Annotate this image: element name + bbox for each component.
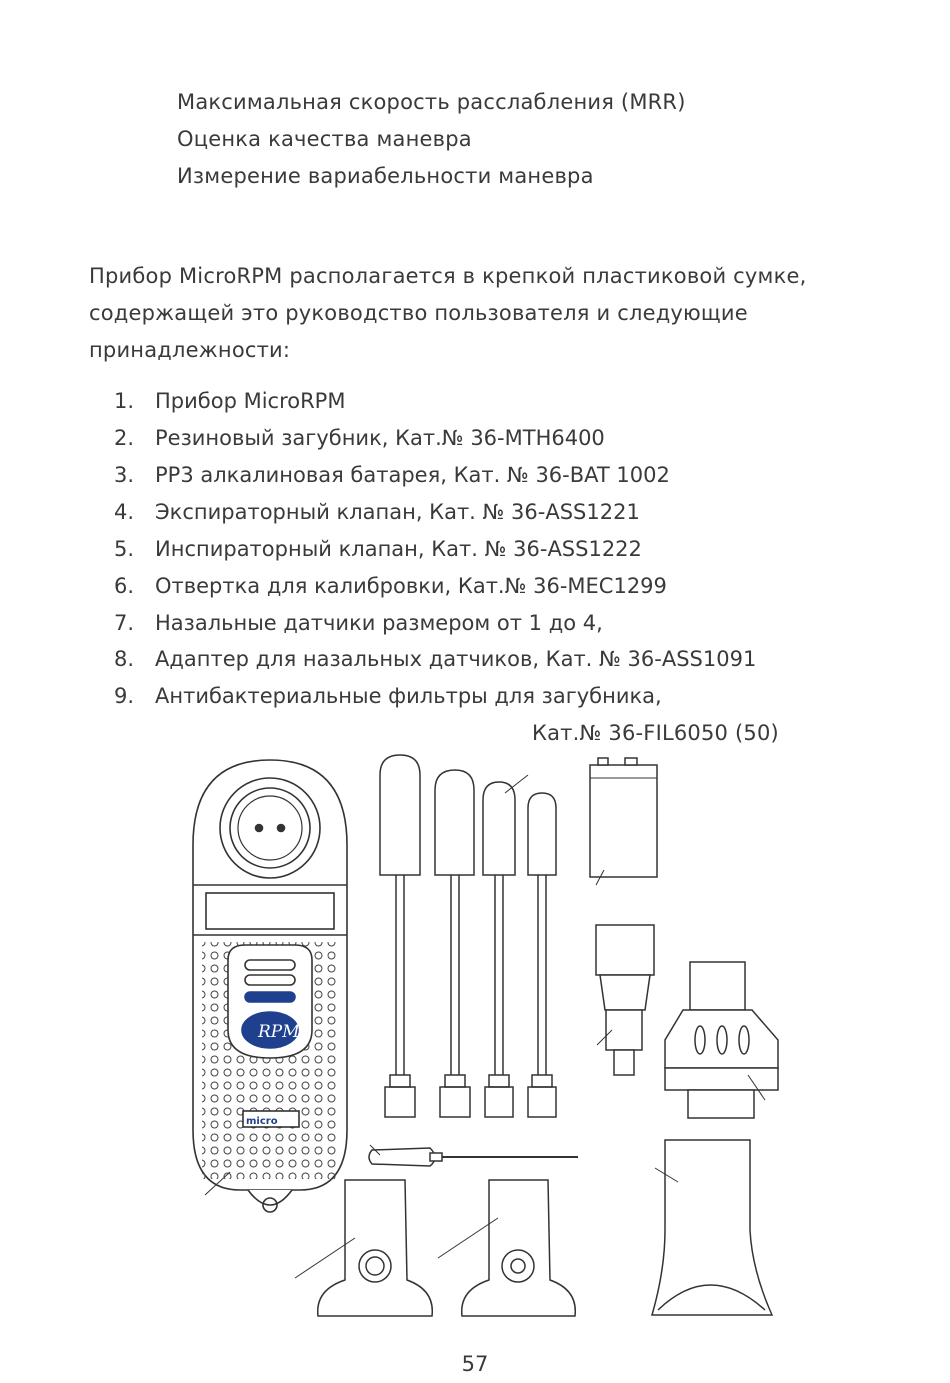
device-logo: RPM [258, 1022, 300, 1042]
nasal-adapter [295, 1180, 432, 1316]
device-brand-label: micro [246, 1116, 278, 1127]
paragraph-line-3: принадлежности: [89, 338, 291, 362]
nasal-probe [528, 793, 556, 1117]
list-item-text: PP3 алкалиновая батарея, Кат. № 36-BAT 1002 [155, 463, 670, 487]
expiratory-valve [665, 962, 778, 1118]
list-item-number: 5. [113, 537, 134, 561]
mouthpiece-adapter [438, 1180, 575, 1316]
calibration-screwdriver [369, 1145, 578, 1166]
intro-line-1: Максимальная скорость расслабления (MRR) [177, 90, 686, 114]
list-item-text: Резиновый загубник, Кат.№ 36-MTH6400 [155, 426, 605, 450]
intro-line-2: Оценка качества маневра [177, 127, 472, 151]
list-item-number: 6. [113, 574, 134, 598]
list-item-number: 7. [113, 611, 134, 635]
rubber-mouthpiece [652, 1140, 772, 1315]
list-item-number: 2. [113, 426, 134, 450]
list-item-number: 1. [113, 389, 134, 413]
paragraph-line-2: содержащей это руководство пользователя и следующие [89, 301, 748, 325]
list-item-text: Экспираторный клапан, Кат. № 36-ASS1221 [155, 500, 640, 524]
list-item-number: 4. [113, 500, 134, 524]
list-item-text: Прибор MicroRPM [155, 389, 346, 413]
list-item-text: Антибактериальные фильтры для загубника, [155, 684, 662, 708]
list-item-text: Назальные датчики размером от 1 до 4, [155, 611, 603, 635]
nasal-probe [435, 770, 474, 1117]
battery-pp3 [590, 758, 657, 885]
intro-line-3: Измерение вариабельности маневра [177, 164, 594, 188]
list-item-text: Отвертка для калибровки, Кат.№ 36-MEC1299 [155, 574, 667, 598]
list-item-text: Адаптер для назальных датчиков, Кат. № 36-ASS1091 [155, 647, 757, 671]
accessories-illustration [180, 745, 800, 1345]
list-item-continuation: Кат.№ 36-FIL6050 (50) [532, 721, 779, 745]
list-item-number: 3. [113, 463, 134, 487]
nasal-probe [483, 782, 515, 1117]
page-number: 57 [461, 1352, 489, 1376]
nasal-probe [380, 755, 420, 1117]
list-item-number: 8. [113, 647, 134, 671]
inspiratory-valve [596, 925, 654, 1075]
list-item-number: 9. [113, 684, 134, 708]
nasal-probes [380, 755, 556, 1117]
paragraph-line-1: Прибор MicroRPM располагается в крепкой пластиковой сумке, [89, 264, 807, 288]
microrpm-device [193, 760, 347, 1212]
list-item-text: Инспираторный клапан, Кат. № 36-ASS1222 [155, 537, 642, 561]
